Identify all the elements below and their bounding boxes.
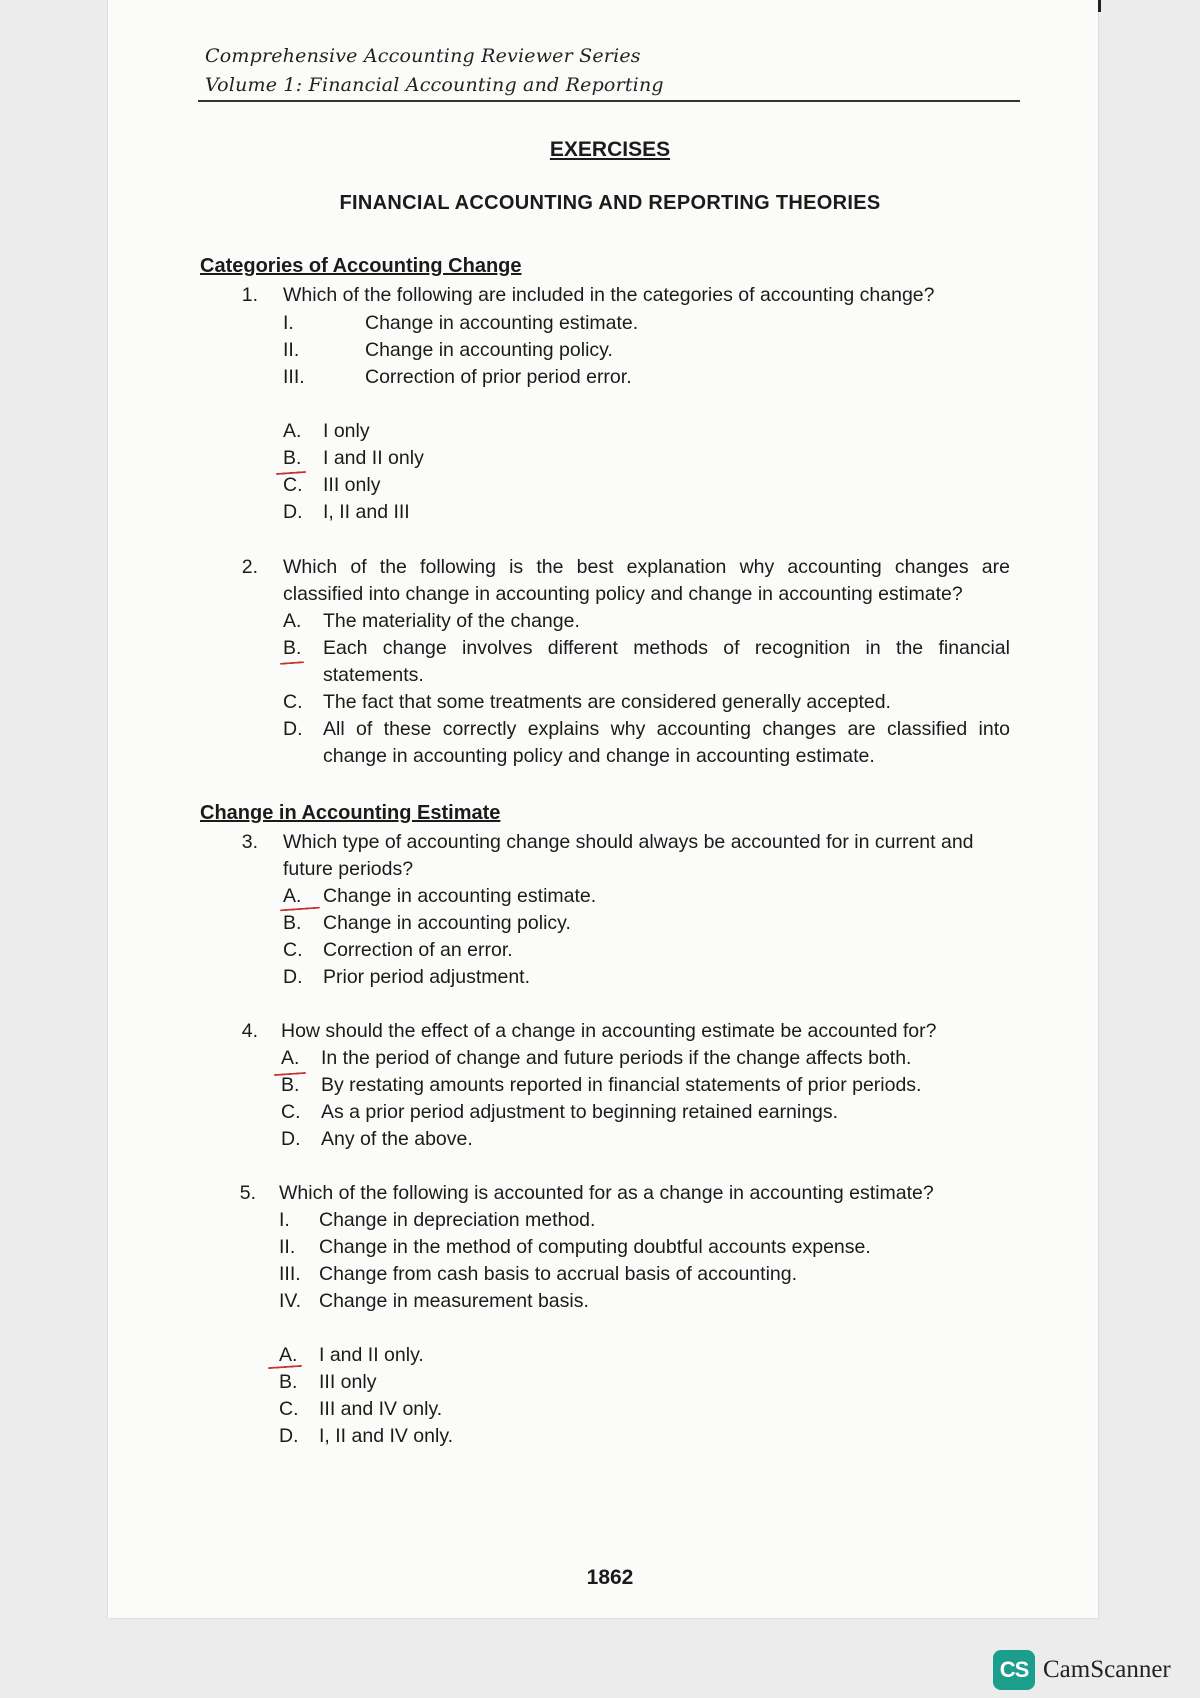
answer-option-c: C. As a prior period adjustment to beginning retained earnings. (281, 1101, 839, 1123)
answer-option-b: B. By restating amounts reported in financial statements of prior periods. (281, 1074, 922, 1096)
list-item: II. Change in the method of computing doubtful accounts expense. (279, 1236, 871, 1258)
answer-option-d-text: All of these correctly explains why accounting changes are classified into change in accounting policy and change in accounting estimate. (323, 718, 1010, 767)
page-subtitle: FINANCIAL ACCOUNTING AND REPORTING THEORIES (339, 192, 881, 214)
question-text: Which of the following are included in the categories of accounting change? (283, 284, 935, 306)
question-text: Which of the following is the best explanation why accounting changes are classified into change in accounting policy and change in accounting estimate? (283, 556, 1010, 605)
scan-edge-mark (1098, 0, 1101, 12)
page-title: EXERCISES (549, 138, 671, 161)
answer-option-c: C. Correction of an error. (283, 939, 513, 961)
list-item: III. Change from cash basis to accrual basis of accounting. (279, 1263, 798, 1285)
answer-option-b: B. (283, 637, 302, 659)
list-item: I. Change in accounting estimate. (283, 312, 639, 334)
series-title: Comprehensive Accounting Reviewer Series (205, 45, 641, 67)
answer-option-d: D. Prior period adjustment. (283, 966, 531, 988)
answer-option-b: B. Change in accounting policy. (283, 912, 571, 934)
question-text: Which type of accounting change should always be accounted for in current and future periods? (283, 831, 974, 880)
answer-option-a: A. Change in accounting estimate. (283, 885, 597, 907)
question-text: How should the effect of a change in accounting estimate be accounted for? (281, 1020, 937, 1042)
answer-option-d: D. Any of the above. (281, 1128, 473, 1150)
camscanner-watermark (993, 1650, 1171, 1690)
answer-option-b-text: Each change involves different methods of recognition in the financial statements. (323, 637, 1010, 686)
answer-option-c: C. III and IV only. (279, 1398, 443, 1420)
question-number: 2. (241, 556, 258, 578)
series-header (205, 42, 664, 100)
question-number: 5. (239, 1182, 256, 1204)
answer-option-a: A. I only (283, 420, 370, 442)
answer-option-c: C. III only (283, 474, 381, 496)
answer-option-d: D. I, II and IV only. (279, 1425, 454, 1447)
camscanner-logo-icon: CS (993, 1650, 1035, 1690)
header-divider (198, 100, 1020, 102)
question-text: Which of the following is accounted for as a change in accounting estimate? (279, 1182, 934, 1204)
volume-title: Volume 1: Financial Accounting and Reporting (205, 74, 664, 96)
page-number: 1862 (586, 1566, 634, 1589)
answer-option-a: A. The materiality of the change. (283, 610, 580, 632)
camscanner-name: CamScanner (1043, 1656, 1171, 1683)
section-heading-categories: Categories of Accounting Change (200, 255, 522, 277)
list-item: III. Correction of prior period error. (283, 366, 632, 388)
question-number: 4. (241, 1020, 258, 1042)
question-number: 3. (241, 831, 258, 853)
answer-option-b: B. III only (279, 1371, 377, 1393)
answer-option-d: D. (283, 718, 303, 740)
list-item: IV. Change in measurement basis. (279, 1290, 589, 1312)
question-number: 1. (241, 284, 258, 306)
list-item: I. Change in depreciation method. (279, 1209, 596, 1231)
answer-option-d: D. I, II and III (283, 501, 410, 523)
list-item: II. Change in accounting policy. (283, 339, 613, 361)
answer-option-b: B. I and II only (283, 447, 424, 469)
answer-option-a: A. I and II only. (279, 1344, 424, 1366)
answer-option-c: C. The fact that some treatments are considered generally accepted. (283, 691, 891, 713)
answer-option-a: A. In the period of change and future periods if the change affects both. (281, 1047, 912, 1069)
section-heading-estimate: Change in Accounting Estimate (200, 802, 501, 824)
